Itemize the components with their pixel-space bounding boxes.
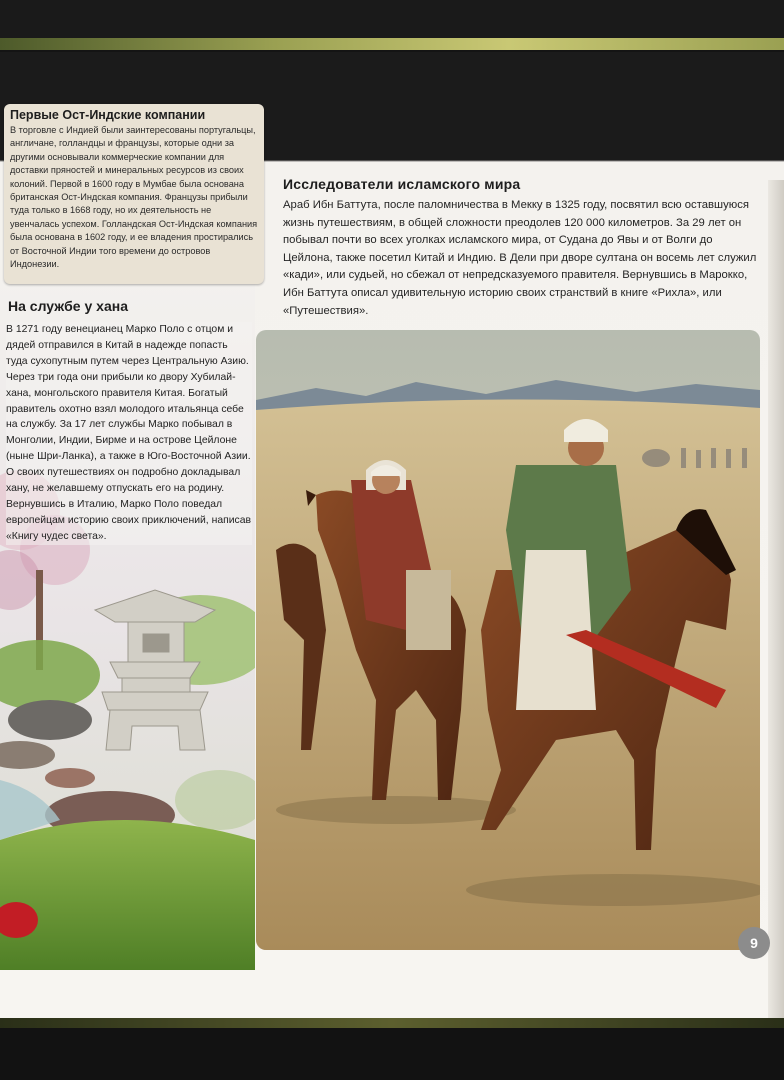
info-box-east-india bbox=[4, 104, 264, 284]
islam-section-title: Исследователи исламского мира bbox=[283, 176, 521, 192]
top-accent-stripe bbox=[0, 38, 784, 50]
page-edge bbox=[768, 180, 784, 1018]
top-dark-band bbox=[0, 0, 784, 38]
info-box-title: Первые Ост-Индские компании bbox=[10, 108, 206, 122]
bottom-accent-stripe bbox=[0, 1018, 784, 1028]
islam-section-text: Араб Ибн Баттута, после паломничества в Мекку в 1325 году, посвятил всю оставшуюся жизнь путешествиям, в общей сложности преодолев 120 000 километров. За 29 лет он побывал почти во всех уголках исламского мира, от Судана до Явы и от Волги до Цейлона, также посетил Китай и Индию. В Дели при дворе султана он восемь лет служил «кади», или судьей, но сбежал от непредсказуемого правителя. Вернувшись в Марокко, Ибн Баттута описал удивительную историю своих странствий в книге «Рихла», или «Путешествия». bbox=[283, 199, 757, 317]
info-box-text: В торговле с Индией были заинтересованы португальцы, англичане, голландцы и французы, которые одни за другими основывали коммерческие компании для доставки пряностей и минеральных ресурсов из своих колоний. Первой в 1600 году в Мумбае была основана британская Ост-Индская компания. Французы прибыли туда только в 1668 году, но их деятельность не увенчалась успехом. Голландская Ост-Индская компания была основана в 1602 году, и ее владения простирались от Восточной Индии того времени до островов Индонезии. bbox=[10, 125, 258, 270]
riders-illustration bbox=[256, 330, 760, 950]
khan-section-title: На службе у хана bbox=[8, 298, 128, 314]
khan-section-text: В 1271 году венецианец Марко Поло с отцом и дядей отправился в Китай в надежде попасть туда сухопутным путем через Центральную Азию. Через три года они прибыли ко двору Хубилай-хана, монгольского правителя Китая. Богатый правитель охотно взял молодого итальянца себе на службу. За 17 лет службы Марко побывал в Монголии, Индии, Бирме и на острове Цейлоне (ныне Шри-Ланка), а также в Юго-Восточной Азии. О своих путешествиях он подробно докладывал хану, не желавшему отпускать его на родину. Вернувшись в Италию, Марко Поло поведал европейцам историю своих приключений, написав «Книгу чудес света». bbox=[6, 322, 252, 545]
page-number-badge: 9 bbox=[738, 927, 770, 959]
